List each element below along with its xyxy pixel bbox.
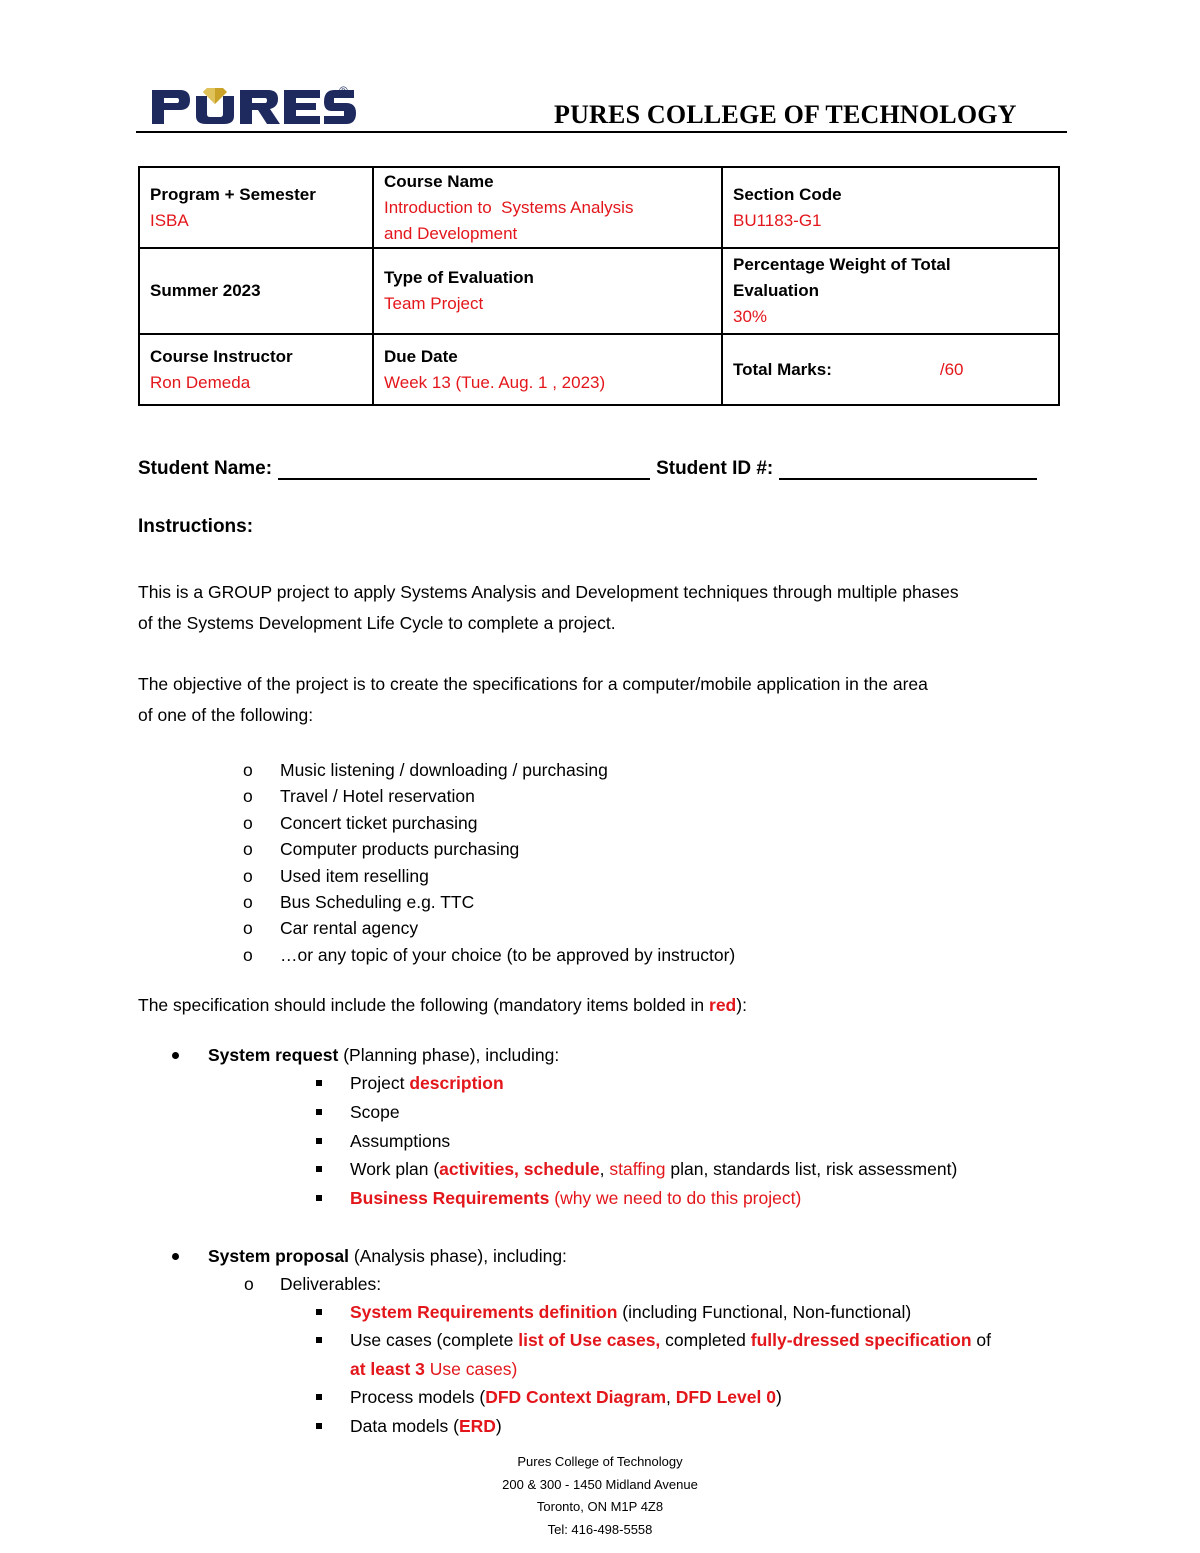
course-info-table xyxy=(138,166,1060,406)
list-item xyxy=(316,1184,801,1212)
spec-intro-red: red xyxy=(709,995,737,1015)
use-cases-completed: completed xyxy=(660,1330,751,1350)
student-id-field[interactable] xyxy=(779,456,1037,480)
list-marker: o xyxy=(243,786,253,807)
data-models-end: ) xyxy=(495,1416,502,1436)
info-row-2 xyxy=(139,248,1059,334)
work-plan-sep: , xyxy=(599,1159,610,1179)
list-marker: o xyxy=(243,918,253,939)
list-item xyxy=(316,1298,911,1326)
use-cases-of: of xyxy=(971,1330,991,1350)
list-item xyxy=(243,757,735,783)
list-item xyxy=(244,1270,381,1298)
instructor-cell xyxy=(139,334,373,405)
business-requirements: Business Requirements xyxy=(350,1188,550,1208)
weight-value: 30% xyxy=(733,307,768,326)
list-marker: o xyxy=(243,944,253,965)
student-info-line xyxy=(138,456,1068,480)
footer-college: Pures College of Technology xyxy=(517,1454,683,1469)
eval-type-label: Type of Evaluation xyxy=(384,268,534,287)
spec-intro xyxy=(138,991,747,1019)
list-marker: o xyxy=(243,812,253,833)
use-cases-list: list of Use cases, xyxy=(518,1330,661,1350)
topic-text: Computer products purchasing xyxy=(280,839,520,860)
list-item xyxy=(316,1069,504,1097)
bullet-square xyxy=(316,1337,322,1343)
process-models-sep: , xyxy=(666,1387,676,1407)
total-marks-cell xyxy=(722,334,1059,405)
eval-type-value: Team Project xyxy=(384,294,484,313)
work-plan-staffing: staffing xyxy=(609,1159,666,1179)
system-requirements: System Requirements definition xyxy=(350,1302,618,1322)
total-marks-value: /60 xyxy=(939,359,964,379)
list-item xyxy=(243,810,735,836)
topic-text: Travel / Hotel reservation xyxy=(280,786,475,807)
list-marker: o xyxy=(243,865,253,886)
work-plan-activities: activities, schedule xyxy=(439,1159,600,1179)
system-request-title: System request xyxy=(208,1045,339,1065)
bullet-square xyxy=(316,1309,322,1315)
program-value: ISBA xyxy=(150,210,189,230)
list-item xyxy=(243,889,735,915)
due-date-value: Week 13 (Tue. Aug. 1 , 2023) xyxy=(384,372,606,392)
intro-paragraph xyxy=(138,577,1068,639)
objective-line-1: The objective of the project is to create the specifications for a computer/mobile application in the area xyxy=(138,674,928,694)
program-cell xyxy=(139,167,373,248)
student-name-label: Student Name: xyxy=(138,458,273,479)
section-cell xyxy=(722,167,1059,248)
system-request-rest: (Planning phase), including: xyxy=(338,1045,560,1065)
system-proposal-title: System proposal xyxy=(208,1246,350,1266)
weight-label-2: Evaluation xyxy=(733,281,819,300)
system-proposal-rest: (Analysis phase), including: xyxy=(349,1246,567,1266)
topic-text: Concert ticket purchasing xyxy=(280,812,478,833)
info-row-3 xyxy=(139,334,1059,405)
course-name-value-2: and Development xyxy=(384,223,518,243)
course-name-cell xyxy=(373,167,722,248)
topic-text: Used item reselling xyxy=(280,865,429,886)
student-id-label: Student ID #: xyxy=(656,458,774,479)
semester-label: Summer 2023 xyxy=(150,281,261,300)
list-item xyxy=(243,836,735,862)
instructor-value: Ron Demeda xyxy=(150,372,251,392)
bullet-square xyxy=(316,1195,322,1201)
system-requirements-note: (including Functional, Non-functional) xyxy=(617,1302,912,1322)
section-value: BU1183-G1 xyxy=(733,210,822,230)
instructions-heading: Instructions: xyxy=(138,516,254,537)
college-title: PURES COLLEGE OF TECHNOLOGY xyxy=(554,100,1017,129)
dfd-level-0: DFD Level 0 xyxy=(675,1387,776,1407)
process-models-label: Process models ( xyxy=(350,1387,486,1407)
info-row-1 xyxy=(139,167,1059,248)
weight-label-1: Percentage Weight of Total xyxy=(733,255,951,274)
bullet-square xyxy=(316,1109,322,1115)
work-plan-label: Work plan ( xyxy=(350,1159,440,1179)
scope-label: Scope xyxy=(350,1102,400,1122)
footer-phone: Tel: 416-498-5558 xyxy=(547,1521,653,1537)
list-item xyxy=(243,863,735,889)
process-models-end: ) xyxy=(775,1387,782,1407)
list-item xyxy=(243,942,735,968)
use-cases-continued xyxy=(350,1355,517,1383)
eval-type-cell xyxy=(373,248,722,334)
list-marker: o xyxy=(243,760,253,780)
list-marker: o xyxy=(244,1274,254,1294)
list-item xyxy=(316,1127,450,1155)
due-date-cell xyxy=(373,334,722,405)
bullet-square xyxy=(316,1394,322,1400)
weight-cell xyxy=(722,248,1059,334)
spec-intro-end: ): xyxy=(736,995,747,1015)
list-item xyxy=(316,1412,502,1440)
due-date-label: Due Date xyxy=(384,346,458,366)
list-item xyxy=(316,1098,400,1126)
course-name-label: Course Name xyxy=(384,171,494,191)
use-cases-end: Use cases) xyxy=(424,1359,518,1379)
list-item xyxy=(316,1326,991,1354)
instructor-label: Course Instructor xyxy=(150,346,293,366)
bullet-square xyxy=(316,1080,322,1086)
list-item xyxy=(316,1383,782,1411)
objective-paragraph xyxy=(138,669,1068,731)
project-label: Project xyxy=(350,1073,410,1093)
intro-line-2: of the Systems Development Life Cycle to complete a project. xyxy=(138,613,616,633)
assumptions-label: Assumptions xyxy=(350,1131,451,1151)
system-proposal-item xyxy=(172,1242,567,1270)
bullet-dot xyxy=(172,1253,179,1260)
erd: ERD xyxy=(458,1416,496,1436)
topic-text: …or any topic of your choice (to be approved by instructor) xyxy=(280,944,736,965)
objective-line-2: of one of the following: xyxy=(138,705,314,725)
business-requirements-note: (why we need to do this project) xyxy=(549,1188,802,1208)
program-label: Program + Semester xyxy=(150,184,316,204)
logo-registered-mark: ® xyxy=(339,84,348,98)
topic-text: Bus Scheduling e.g. TTC xyxy=(280,891,475,912)
bullet-square xyxy=(316,1166,322,1172)
system-request-item xyxy=(172,1041,559,1069)
work-plan-rest: plan, standards list, risk assessment) xyxy=(665,1159,958,1179)
section-label: Section Code xyxy=(733,184,842,204)
spec-intro-text: The specification should include the following (mandatory items bolded in xyxy=(138,995,710,1015)
use-cases-min: at least 3 xyxy=(350,1359,425,1379)
student-name-field[interactable] xyxy=(278,456,650,480)
pures-logo xyxy=(150,82,356,128)
total-marks-label: Total Marks: xyxy=(733,359,832,379)
use-cases-spec: fully-dressed specification xyxy=(750,1330,972,1350)
bullet-square xyxy=(316,1423,322,1429)
list-marker: o xyxy=(243,839,253,860)
footer-address: 200 & 300 - 1450 Midland Avenue xyxy=(502,1476,698,1492)
data-models-label: Data models ( xyxy=(350,1416,459,1436)
topic-text: Music listening / downloading / purchasing xyxy=(280,760,608,780)
list-item xyxy=(243,783,735,809)
footer-city: Toronto, ON M1P 4Z8 xyxy=(536,1499,664,1514)
list-item xyxy=(243,915,735,941)
page-footer xyxy=(0,1451,1200,1541)
project-description: description xyxy=(409,1073,504,1093)
topic-list xyxy=(243,757,735,968)
bullet-dot xyxy=(172,1052,179,1059)
bullet-square xyxy=(316,1138,322,1144)
list-item xyxy=(316,1155,957,1183)
list-marker: o xyxy=(243,891,253,912)
use-cases-label: Use cases (complete xyxy=(350,1330,519,1350)
header-divider xyxy=(136,131,1067,133)
deliverables-label: Deliverables: xyxy=(280,1274,382,1294)
dfd-context: DFD Context Diagram xyxy=(485,1387,667,1407)
semester-cell xyxy=(139,248,373,334)
course-name-value-1: Introduction to Systems Analysis xyxy=(384,197,634,217)
topic-text: Car rental agency xyxy=(280,918,419,939)
intro-line-1: This is a GROUP project to apply Systems Analysis and Development techniques through multiple phases xyxy=(138,582,959,602)
